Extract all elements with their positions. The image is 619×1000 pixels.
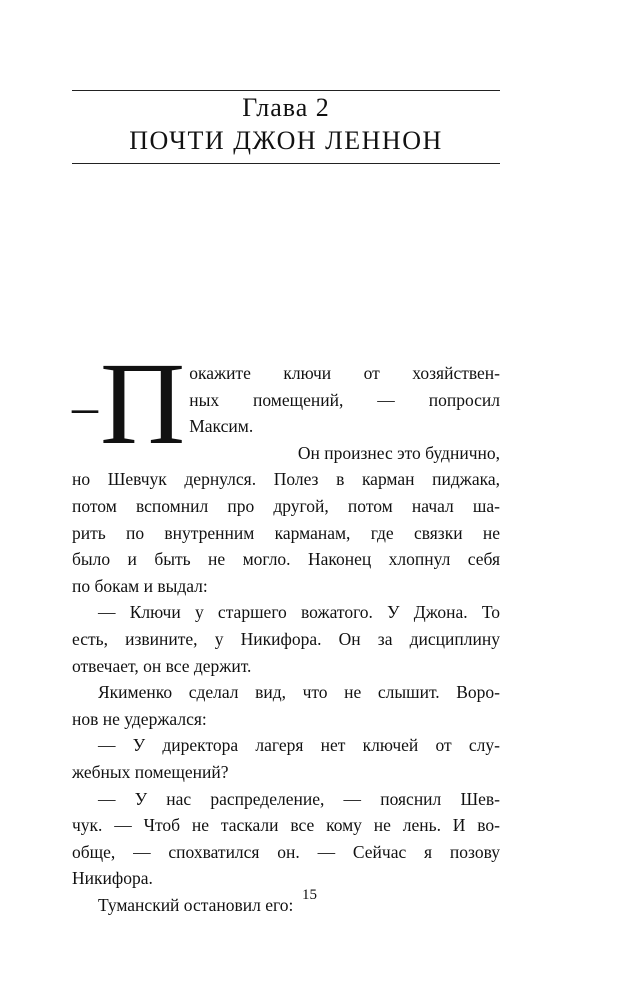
text-line: рить по внутренним карманам, где связки не [72,522,500,543]
text-line: ных помещений, — попросил [189,389,500,410]
text-line: отвечает, он все держит. [72,655,252,676]
body-text [72,338,500,918]
drop-cap [72,338,186,469]
text-line: — Ключи у старшего вожатого. У Джона. То [98,602,500,623]
text-line: Туманский остановил его: [98,894,294,915]
page-number: 15 [302,887,317,903]
text-line: окажите ключи от хозяйствен- [189,363,500,383]
text-line: обще, — спохватился он. — Сейчас я позову [72,841,500,862]
text-line: по бокам и выдал: [72,575,208,596]
text-line: нов не удержался: [72,708,207,729]
chapter-number: Глава 2 [242,93,330,122]
text-line: — У нас распределение, — пояснил Шев- [98,788,500,809]
text-line: Якименко сделал вид, что не слышит. Воро- [98,682,500,703]
bottom-rule [72,163,500,164]
drop-cap-dash: – [72,379,98,436]
text-line: — У директора лагеря нет ключей от слу- [98,735,500,756]
text-line: Никифора. [72,868,153,889]
text-line: Максим. [189,416,254,437]
text-line: было и быть не могло. Наконец хлопнул себя [72,549,500,570]
text-line: жебных помещений? [72,761,229,782]
drop-cap-letter: П [100,338,186,469]
text-line: Он произнес это буднично, [297,442,500,463]
top-rule [72,90,500,91]
text-line: есть, извините, у Никифора. Он за дисциплину [72,628,500,649]
chapter-title: ПОЧТИ ДЖОН ЛЕННОН [129,126,443,155]
text-line: потом вспомнил про другой, потом начал ша- [72,495,500,516]
text-line: чук. — Чтоб не таскали все кому не лень. И во- [72,815,500,836]
text-line: но Шевчук дернулся. Полез в карман пиджака, [72,469,500,490]
